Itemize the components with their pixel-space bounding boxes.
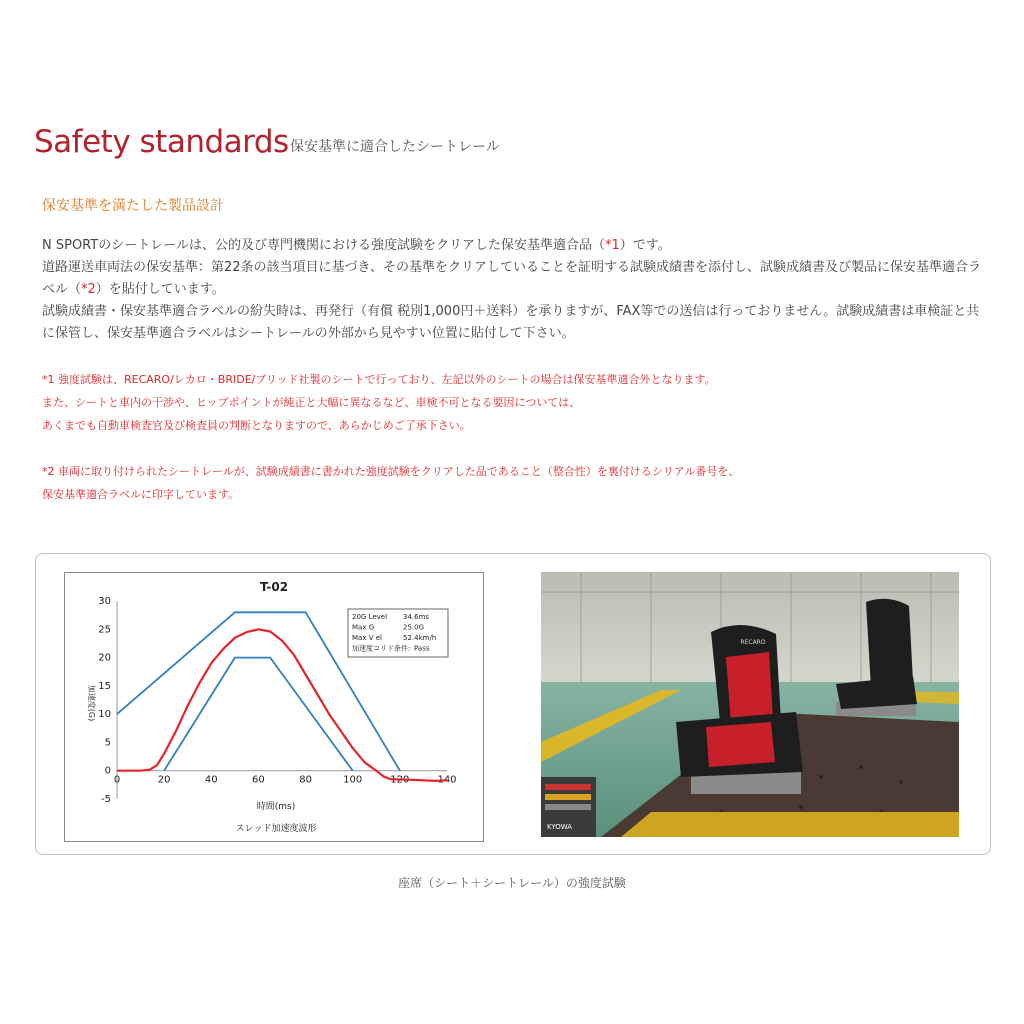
annotation-value: 25.0G xyxy=(403,623,425,632)
annotation-label: Max G xyxy=(352,623,375,632)
y-tick-label: 25 xyxy=(98,624,111,636)
chart-caption: スレッド加速度波形 xyxy=(235,824,317,834)
note-1-line-2: また、シートと車内の干渉や、ヒップポイントが純正と大幅に異なるなど、車検不可となる要因については、 xyxy=(42,396,581,409)
x-axis-label: 時間(ms) xyxy=(256,802,296,812)
annotation-value: 34.6ms xyxy=(403,613,430,621)
y-tick-label: -5 xyxy=(101,794,111,805)
equipment-label: KYOWA xyxy=(547,823,573,831)
chart-svg xyxy=(65,573,483,841)
x-tick-label: 20 xyxy=(157,774,171,786)
x-tick-label: 140 xyxy=(437,774,457,786)
series-line-lower-corridor xyxy=(164,658,353,771)
paragraph-1 xyxy=(42,235,982,257)
annotation-label: 20G Level xyxy=(352,613,388,621)
y-tick-label: 5 xyxy=(104,737,111,749)
y-tick-label: 10 xyxy=(98,709,111,721)
note-2-line-2: 保安基準適合ラベルに印字しています。 xyxy=(42,488,240,501)
note-2-line-1: *2 車両に取り付けられたシートレールが、試験成績書に書かれた強度試験をクリアした品であること（整合性）を裏付けるシリアル番号を、 xyxy=(42,465,740,478)
page-title: Safety standards xyxy=(34,124,289,160)
annotation-label: Max V el xyxy=(352,634,382,642)
seat-strength-test-photo xyxy=(541,572,959,837)
y-tick-label: 0 xyxy=(104,765,111,777)
paragraph-1-text: N SPORTのシートレールは、公的及び専門機関における強度試験をクリアした保安基準適合品（ xyxy=(42,238,605,253)
y-tick-label: 20 xyxy=(98,652,111,664)
footnote-ref-1: *1 xyxy=(604,238,620,253)
section-heading: 保安基準を満たした製品設計 xyxy=(42,198,224,214)
x-tick-label: 40 xyxy=(204,774,218,786)
test-photo-illustration xyxy=(541,572,959,837)
annotation-value: Pass xyxy=(414,644,430,653)
figure-caption: 座席（シート＋シートレール）の強度試験 xyxy=(398,876,626,890)
x-tick-label: 100 xyxy=(343,774,363,786)
sled-pulse-chart xyxy=(64,572,484,842)
footnotes xyxy=(42,368,982,506)
chart-title: T-02 xyxy=(259,580,289,594)
x-tick-label: 80 xyxy=(299,774,312,786)
footnote-ref-2: *2 xyxy=(81,282,96,297)
page-subtitle: 保安基準に適合したシートレール xyxy=(290,139,500,155)
paragraph-1-end: ）です。 xyxy=(619,238,671,253)
y-tick-label: 30 xyxy=(98,596,111,607)
note-1-line-3: あくまでも自動車検査官及び検査員の判断となりますので、あらかじめご了承下さい。 xyxy=(42,419,471,432)
annotation-value: 52.4km/h xyxy=(403,634,437,642)
y-tick-label: 15 xyxy=(98,680,111,692)
paragraph-2-text: 道路運送車両法の保安基準：第22条の該当項目に基づき、その基準をクリアしていることを証明する試験成績書を添付し、試験成績書及び製品に保安基準適合ラベル（ xyxy=(42,260,982,297)
paragraph-3: 試験成績書・保安基準適合ラベルの紛失時は、再発行（有償 税別1,000円＋送料）を承りますが、FAX等での送信は行っておりません。試験成績書は車検証と共に保管し、保安基準適合ラベルはシートレールの外部から見やすい位置に貼付して下さい。 xyxy=(42,304,980,341)
annotation-label: 加速度コリド条件: xyxy=(352,644,411,653)
x-tick-label: 60 xyxy=(252,774,265,786)
paragraph-2-end: ）を貼付しています。 xyxy=(95,282,225,297)
y-axis-label: 加速度(G) xyxy=(87,684,96,722)
x-tick-label: 120 xyxy=(390,774,410,786)
body-text xyxy=(42,235,982,345)
paragraph-2 xyxy=(42,257,982,301)
seat-brand-label: RECARO xyxy=(740,639,766,646)
note-1-line-1: *1 強度試験は、RECARO/レカロ・BRIDE/ブリッド社製のシートで行っており、左記以外のシートの場合は保安基準適合外となります。 xyxy=(42,373,716,386)
x-tick-label: 0 xyxy=(113,774,121,786)
